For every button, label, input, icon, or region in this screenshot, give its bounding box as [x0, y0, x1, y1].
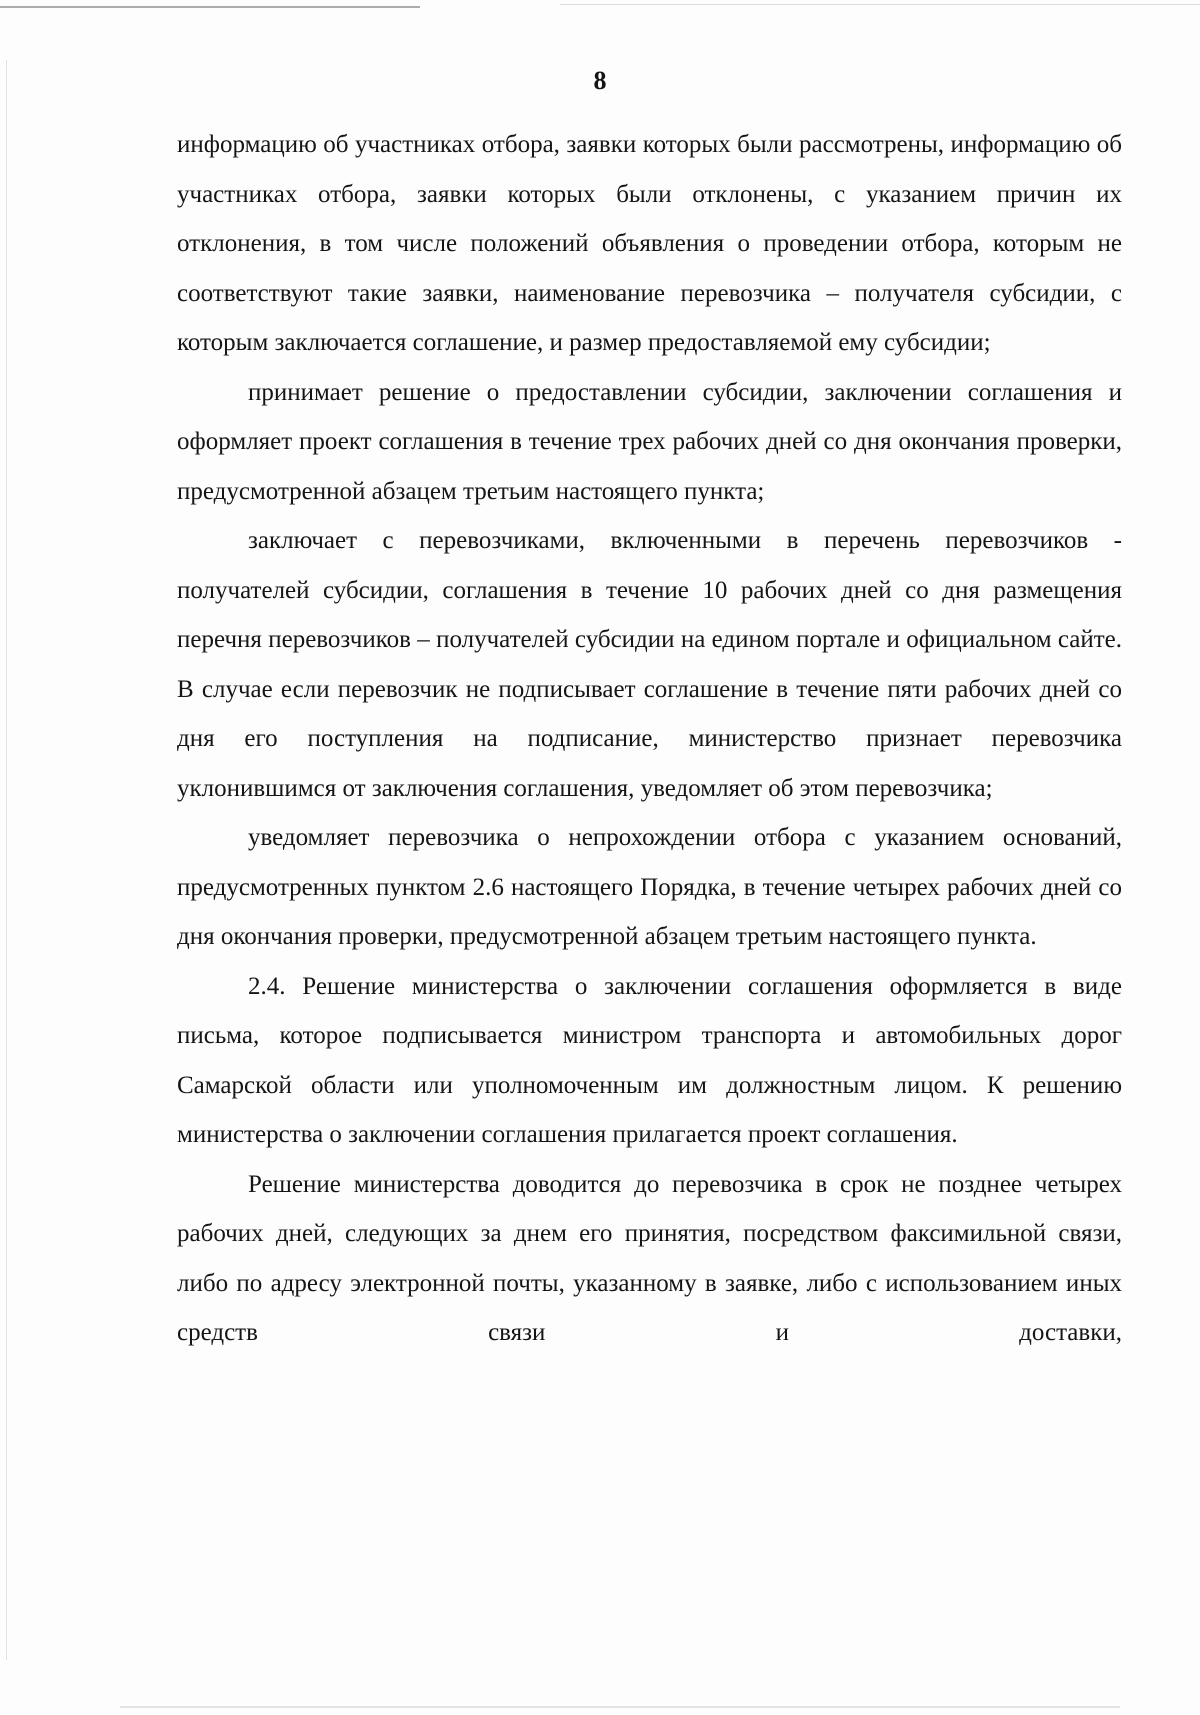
paragraph: принимает решение о предоставлении субсидии, заключении соглашения и оформляет проект соглашения в течение трех рабочих дней со дня окончания проверки, предусмотренной абзацем третьим настоящего пункта;	[177, 378, 1122, 505]
page-number: 8	[593, 66, 607, 95]
paragraph: Решение министерства доводится до перевозчика в срок не позднее четырех рабочих дней, следующих за днем его принятия, посредством факсимильной связи, либо по адресу электронной почты, указанному в заявке, либо с использованием иных средств связи и доставки,	[177, 1170, 1122, 1346]
paragraph: уведомляет перевозчика о непрохождении отбора с указанием оснований, предусмотренных пунктом 2.6 настоящего Порядка, в течение четырех рабочих дней со дня окончания проверки, предусмотренной абзацем третьим настоящего пункта.	[177, 824, 1122, 950]
scan-artifact-top-right	[560, 4, 1200, 5]
scan-artifact-bottom	[120, 1706, 1120, 1708]
document-body	[177, 120, 1122, 1358]
scan-artifact-left-edge	[6, 60, 7, 1660]
paragraph-continuation: информацию об участниках отбора, заявки которых были рассмотрены, информацию об участниках отбора, заявки которых были отклонены, с указанием причин их отклонения, в том числе положений объявления о проведении отбора, которым не соответствуют такие заявки, наименование перевозчика – получателя субсидии, с которым заключается соглашение, и размер предоставляемой ему субсидии;	[177, 131, 1122, 356]
scan-artifact-top	[0, 6, 420, 8]
paragraph: заключает с перевозчиками, включенными в перечень перевозчиков - получателей субсидии, соглашения в течение 10 рабочих дней со дня размещения перечня перевозчиков – получателей субсидии на едином портале и официальном сайте. В случае если перевозчик не подписывает соглашение в течение пяти рабочих дней со дня его поступления на подписание, министерство признает перевозчика уклонившимся от заключения соглашения, уведомляет об этом перевозчика;	[177, 527, 1122, 802]
paragraph-section-2-4: 2.4. Решение министерства о заключении соглашения оформляется в виде письма, которое подписывается министром транспорта и автомобильных дорог Самарской области или уполномоченным им должностным лицом. К решению министерства о заключении соглашения прилагается проект соглашения.	[177, 972, 1122, 1148]
